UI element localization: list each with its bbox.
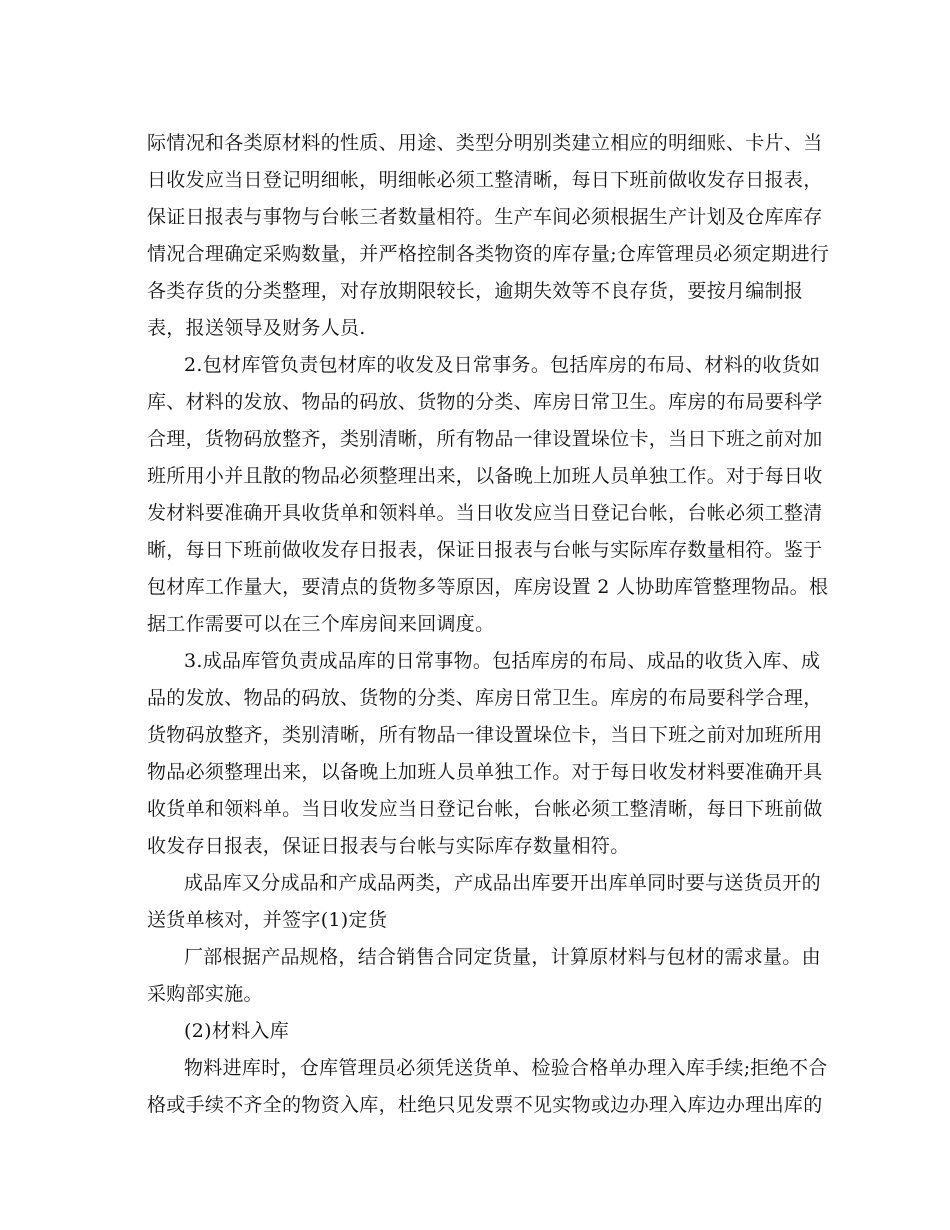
text-line: 收发存日报表，保证日报表与台帐与实际库存数量相符。 bbox=[147, 835, 630, 857]
text-line: 送货单核对，并签字(1)定货 bbox=[147, 909, 388, 931]
text-line: 收货单和领料单。当日收发应当日登记台帐，台帐必须工整清晰，每日下班前做 bbox=[147, 798, 823, 820]
text-line: 2.包材库管负责包材库的收发及日常事务。包括库房的布局、材料的收货如 bbox=[184, 354, 821, 376]
text-line: 物料进库时，仓库管理员必须凭送货单、检验合格单办理入库手续;拒绝不合 bbox=[184, 1057, 828, 1079]
text-line: 格或手续不齐全的物资入库，杜绝只见发票不见实物或边办理入库边办理出库的 bbox=[147, 1094, 823, 1116]
text-line: 货物码放整齐，类别清晰，所有物品一律设置垛位卡，当日下班之前对加班所用 bbox=[147, 724, 823, 746]
text-line: 班所用小并且散的物品必须整理出来，以备晚上加班人员单独工作。对于每日收 bbox=[147, 465, 823, 487]
text-line: 据工作需要可以在三个库房间来回调度。 bbox=[147, 613, 495, 635]
text-line: 保证日报表与事物与台帐三者数量相符。生产车间必须根据生产计划及仓库库存 bbox=[147, 206, 823, 228]
text-line: 品的发放、物品的码放、货物的分类、库房日常卫生。库房的布局要科学合理， bbox=[147, 687, 823, 709]
text-line: 各类存货的分类整理，对存放期限较长，逾期失效等不良存货，要按月编制报 bbox=[147, 280, 804, 302]
text-line: 际情况和各类原材料的性质、用途、类型分明别类建立相应的明细账、卡片、当 bbox=[147, 132, 823, 154]
text-line: 库、材料的发放、物品的码放、货物的分类、库房日常卫生。库房的布局要科学 bbox=[147, 391, 823, 413]
text-line: 物品必须整理出来，以备晚上加班人员单独工作。对于每日收发材料要准确开具 bbox=[147, 761, 823, 783]
text-line: 合理，货物码放整齐，类别清晰，所有物品一律设置垛位卡，当日下班之前对加 bbox=[147, 428, 823, 450]
text-line: 厂部根据产品规格，结合销售合同定货量，计算原材料与包材的需求量。由 bbox=[184, 946, 821, 968]
text-line: (2)材料入库 bbox=[184, 1020, 290, 1042]
text-line: 采购部实施。 bbox=[147, 983, 263, 1005]
text-line: 3.成品库管负责成品库的日常事物。包括库房的布局、成品的收货入库、成 bbox=[184, 650, 821, 672]
text-line: 表，报送领导及财务人员. bbox=[147, 317, 366, 339]
text-line: 成品库又分成品和产成品两类，产成品出库要开出库单同时要与送货员开的 bbox=[184, 872, 821, 894]
text-line: 晰，每日下班前做收发存日报表，保证日报表与台帐与实际库存数量相符。鉴于 bbox=[147, 539, 823, 561]
text-line: 情况合理确定采购数量，并严格控制各类物资的库存量;仓库管理员必须定期进行 bbox=[147, 243, 830, 265]
text-line: 发材料要准确开具收货单和领料单。当日收发应当日登记台帐，台帐必须工整清 bbox=[147, 502, 823, 524]
text-line: 日收发应当日登记明细帐，明细帐必须工整清晰，每日下班前做收发存日报表， bbox=[147, 169, 823, 191]
text-line: 包材库工作量大，要清点的货物多等原因，库房设置 2 人协助库管整理物品。根 bbox=[147, 576, 829, 598]
